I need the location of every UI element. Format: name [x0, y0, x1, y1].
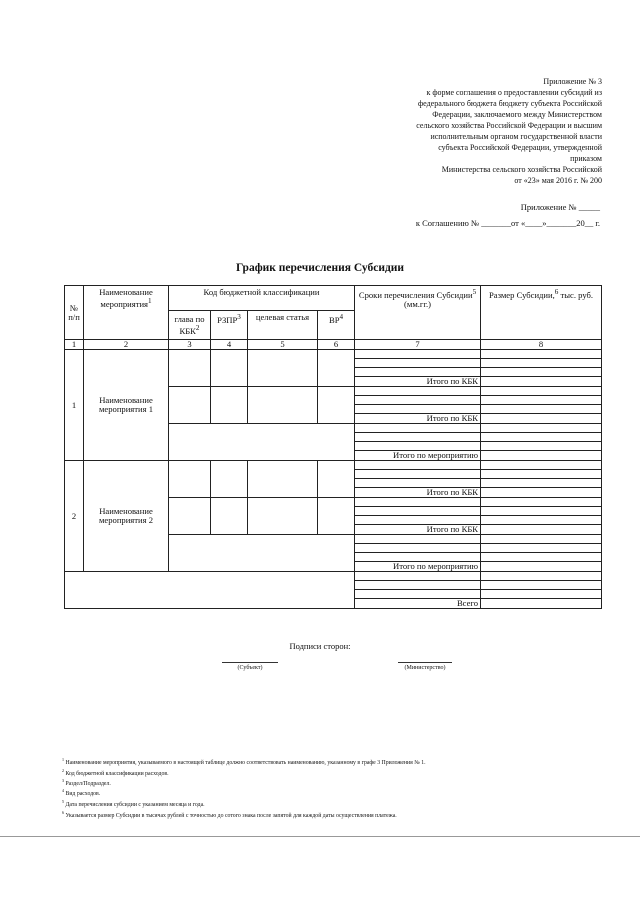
footnote: $^5$ Дата перечисления субсидии с указанием месяца и года.	[62, 799, 205, 808]
cell-rzpr	[211, 498, 248, 535]
cell-date	[355, 544, 481, 553]
annex-line: исполнительным органом государственной власти	[430, 132, 602, 141]
event-subtotal-block	[169, 535, 355, 572]
cell-glava	[169, 387, 211, 424]
col-num: 4	[211, 340, 248, 350]
cell-amount	[481, 581, 602, 590]
col-num: 6	[318, 340, 355, 350]
cell-amount	[481, 470, 602, 479]
cell-amount	[481, 359, 602, 368]
cell-date	[355, 387, 481, 396]
cell-rzpr	[211, 387, 248, 424]
event-subtotal-block	[169, 424, 355, 461]
header-name: Наименование мероприятия$^1$	[84, 286, 169, 340]
column-number-row	[65, 340, 602, 350]
cell-date	[355, 396, 481, 405]
table-row	[65, 461, 602, 470]
cell-amount	[481, 590, 602, 599]
cell-amount	[481, 599, 602, 609]
subject-signature-label: (Субъект)	[237, 665, 263, 671]
annex-line: субъекта Российской Федерации, утвержденной	[438, 143, 602, 152]
header-no: № п/п	[65, 286, 84, 340]
cell-date	[355, 470, 481, 479]
col-num: 2	[84, 340, 169, 350]
annex-line: Федерации, заключаемого между Министерством	[432, 110, 602, 119]
col-num: 1	[65, 340, 84, 350]
appendix-number: Приложение № _____	[520, 202, 600, 212]
cell-date	[355, 498, 481, 507]
cell-amount	[481, 461, 602, 470]
table-row	[65, 350, 602, 359]
footnote: $^2$ Код бюджетной классификации расходов.	[62, 768, 169, 777]
cell-glava	[169, 461, 211, 498]
cell-amount	[481, 387, 602, 396]
total-kbk-label: Итого по КБК	[355, 377, 481, 387]
cell-vr	[318, 461, 355, 498]
cell-amount	[481, 350, 602, 359]
cell-target-article	[248, 461, 318, 498]
cell-amount	[481, 535, 602, 544]
header-glava: глава по КБК$^2$	[169, 311, 211, 340]
cell-amount	[481, 433, 602, 442]
row-number: 1	[65, 350, 84, 461]
header-rzpr: РЗПР$^3$	[211, 311, 248, 340]
event-name: Наименование мероприятия 2	[84, 461, 169, 572]
total-kbk-label: Итого по КБК	[355, 525, 481, 535]
event-name: Наименование мероприятия 1	[84, 350, 169, 461]
page-cut-line	[0, 836, 640, 837]
annex-line: Приложение № 3	[543, 77, 602, 86]
cell-date	[355, 581, 481, 590]
annex-line: Министерства сельского хозяйства Российской	[441, 165, 602, 174]
cell-amount	[481, 507, 602, 516]
annex-header	[380, 76, 602, 186]
annex-date-line: от «23» мая 2016 г. № 200	[514, 176, 602, 185]
grand-total-label: Всего	[355, 599, 481, 609]
header-row	[65, 286, 602, 311]
cell-date	[355, 350, 481, 359]
cell-amount	[481, 553, 602, 562]
subsidy-schedule-table	[64, 285, 602, 609]
cell-amount	[481, 525, 602, 535]
annex-line: федерального бюджета бюджету субъекта Российской	[417, 99, 602, 108]
header-amount: Размер Субсидии,$^6$ тыс. руб.	[481, 286, 602, 340]
total-event-label: Итого по мероприятию	[355, 562, 481, 572]
col-num: 3	[169, 340, 211, 350]
cell-vr	[318, 387, 355, 424]
cell-target-article	[248, 498, 318, 535]
cell-amount	[481, 498, 602, 507]
cell-amount	[481, 451, 602, 461]
page-title: График перечисления Субсидии	[235, 262, 405, 274]
cell-rzpr	[211, 461, 248, 498]
cell-amount	[481, 562, 602, 572]
cell-amount	[481, 377, 602, 387]
col-num: 5	[248, 340, 318, 350]
ministry-signature-label: (Министерство)	[404, 665, 446, 671]
grand-total-block	[65, 572, 355, 609]
footnote: $^4$ Вид расходов.	[62, 788, 101, 797]
cell-target-article	[248, 387, 318, 424]
annex-line: приказом	[570, 154, 602, 163]
subject-signature-line	[222, 662, 278, 663]
cell-amount	[481, 516, 602, 525]
cell-amount	[481, 479, 602, 488]
header-dates: Сроки перечисления Субсидии$^5$ (мм.гг.)	[355, 286, 481, 340]
cell-amount	[481, 442, 602, 451]
cell-date	[355, 424, 481, 433]
signatures-title: Подписи сторон:	[289, 641, 351, 651]
total-kbk-label: Итого по КБК	[355, 414, 481, 424]
footnote: $^1$ Наименование мероприятия, указываемого в настоящей таблице должно соответствовать наименованию, указанному в графе 3 Приложения № 1.	[62, 757, 426, 766]
table-row	[65, 572, 602, 581]
header-kbk: Код бюджетной классификации	[169, 286, 355, 311]
cell-amount	[481, 396, 602, 405]
cell-date	[355, 461, 481, 470]
cell-amount	[481, 424, 602, 433]
total-event-label: Итого по мероприятию	[355, 451, 481, 461]
cell-glava	[169, 498, 211, 535]
cell-amount	[481, 544, 602, 553]
cell-date	[355, 507, 481, 516]
footnote: $^3$ Раздел/Подраздел.	[62, 778, 111, 787]
cell-amount	[481, 488, 602, 498]
cell-glava	[169, 350, 211, 387]
cell-date	[355, 572, 481, 581]
cell-date	[355, 433, 481, 442]
cell-amount	[481, 414, 602, 424]
cell-amount	[481, 572, 602, 581]
cell-vr	[318, 350, 355, 387]
cell-vr	[318, 498, 355, 535]
col-num: 7	[355, 340, 481, 350]
ministry-signature-line	[398, 662, 452, 663]
total-kbk-label: Итого по КБК	[355, 488, 481, 498]
cell-date	[355, 359, 481, 368]
cell-date	[355, 535, 481, 544]
cell-amount	[481, 368, 602, 377]
col-num: 8	[481, 340, 602, 350]
row-number: 2	[65, 461, 84, 572]
cell-target-article	[248, 350, 318, 387]
annex-line: к форме соглашения о предоставлении субсидий из	[426, 88, 602, 97]
footnote: $^6$ Указывается размер Субсидии в тысячах рублей с точностью до сотого знака после запятой для каждой даты осуществления платежа.	[62, 810, 397, 819]
cell-rzpr	[211, 350, 248, 387]
agreement-reference: к Соглашению № _______от «____»_______20__ г.	[415, 218, 600, 228]
annex-line: сельского хозяйства Российской Федерации и высшим	[416, 121, 602, 130]
header-target-article: целевая статья	[248, 311, 318, 340]
header-vr: $ВР^4$	[318, 311, 355, 340]
cell-amount	[481, 405, 602, 414]
